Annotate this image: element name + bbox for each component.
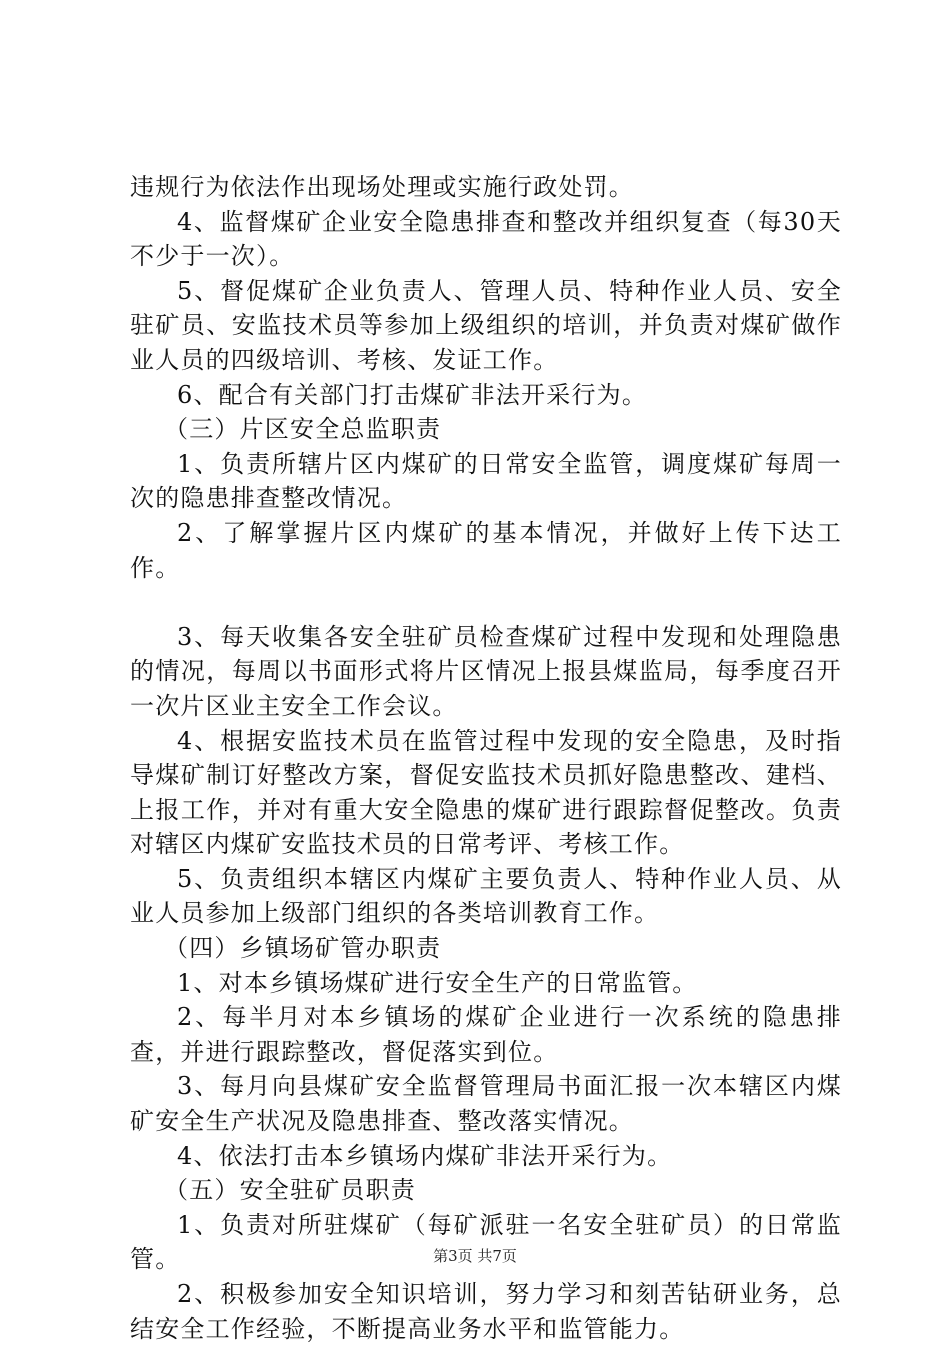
paragraph-township-item-4: 4、依法打击本乡镇场内煤矿非法开采行为。 bbox=[177, 1141, 673, 1170]
paragraph-district-item-1: 1、负责所辖片区内煤矿的日常安全监管，调度煤矿每周一次的隐患排查整改情况。 bbox=[130, 449, 842, 513]
paragraph-inspector-item-2: 2、积极参加安全知识培训，努力学习和刻苦钻研业务，总结安全工作经验，不断提高业务水平和监管能力。 bbox=[130, 1280, 842, 1343]
paragraph-district-item-4: 4、根据安监技术员在监管过程中发现的安全隐患，及时指导煤矿制订好整改方案，督促安监技术员抓好隐患整改、建档、上报工作，并对有重大安全隐患的煤矿进行跟踪督促整改。负责对辖区内煤矿安监技术员的日常考评、考核工作。 bbox=[130, 726, 842, 859]
paragraph-gap bbox=[130, 585, 842, 620]
section-heading-township-office: （四）乡镇场矿管办职责 bbox=[164, 934, 442, 963]
paragraph-continuation: 违规行为依法作出现场处理或实施行政处罚。 bbox=[130, 173, 634, 201]
paragraph-item-5-training: 5、督促煤矿企业负责人、管理人员、特种作业人员、安全驻矿员、安监技术员等参加上级组织的培训，并负责对煤矿做作业人员的四级培训、考核、发证工作。 bbox=[130, 276, 842, 374]
paragraph-township-item-3: 3、每月向县煤矿安全监督管理局书面汇报一次本辖区内煤矿安全生产状况及隐患排查、整改落实情况。 bbox=[130, 1072, 842, 1136]
page-number-footer: 第3页 共7页 bbox=[433, 1247, 517, 1265]
section-heading-resident-inspector: （五）安全驻矿员职责 bbox=[164, 1176, 416, 1205]
paragraph-inspector-item-1: 1、负责对所驻煤矿（每矿派驻一名安全驻矿员）的日常监管。 bbox=[130, 1210, 842, 1274]
paragraph-township-item-2: 2、每半月对本乡镇场的煤矿企业进行一次系统的隐患排查，并进行跟踪整改，督促落实到位。 bbox=[130, 1003, 842, 1066]
paragraph-item-6-cooperation: 6、配合有关部门打击煤矿非法开采行为。 bbox=[177, 380, 648, 409]
paragraph-item-4-inspection: 4、监督煤矿企业安全隐患排查和整改并组织复查（每30天不少于一次）。 bbox=[130, 207, 842, 271]
paragraph-township-item-1: 1、对本乡镇场煤矿进行安全生产的日常监管。 bbox=[177, 968, 698, 997]
paragraph-district-item-3: 3、每天收集各安全驻矿员检查煤矿过程中发现和处理隐患的情况，每周以书面形式将片区情况上报县煤监局，每季度召开一次片区业主安全工作会议。 bbox=[130, 622, 842, 720]
paragraph-district-item-2: 2、了解掌握片区内煤矿的基本情况，并做好上传下达工作。 bbox=[130, 518, 842, 582]
section-heading-district-supervisor: （三）片区安全总监职责 bbox=[164, 415, 442, 444]
document-body bbox=[130, 170, 842, 1346]
paragraph-district-item-5: 5、负责组织本辖区内煤矿主要负责人、特种作业人员、从业人员参加上级部门组织的各类培训教育工作。 bbox=[130, 864, 842, 928]
